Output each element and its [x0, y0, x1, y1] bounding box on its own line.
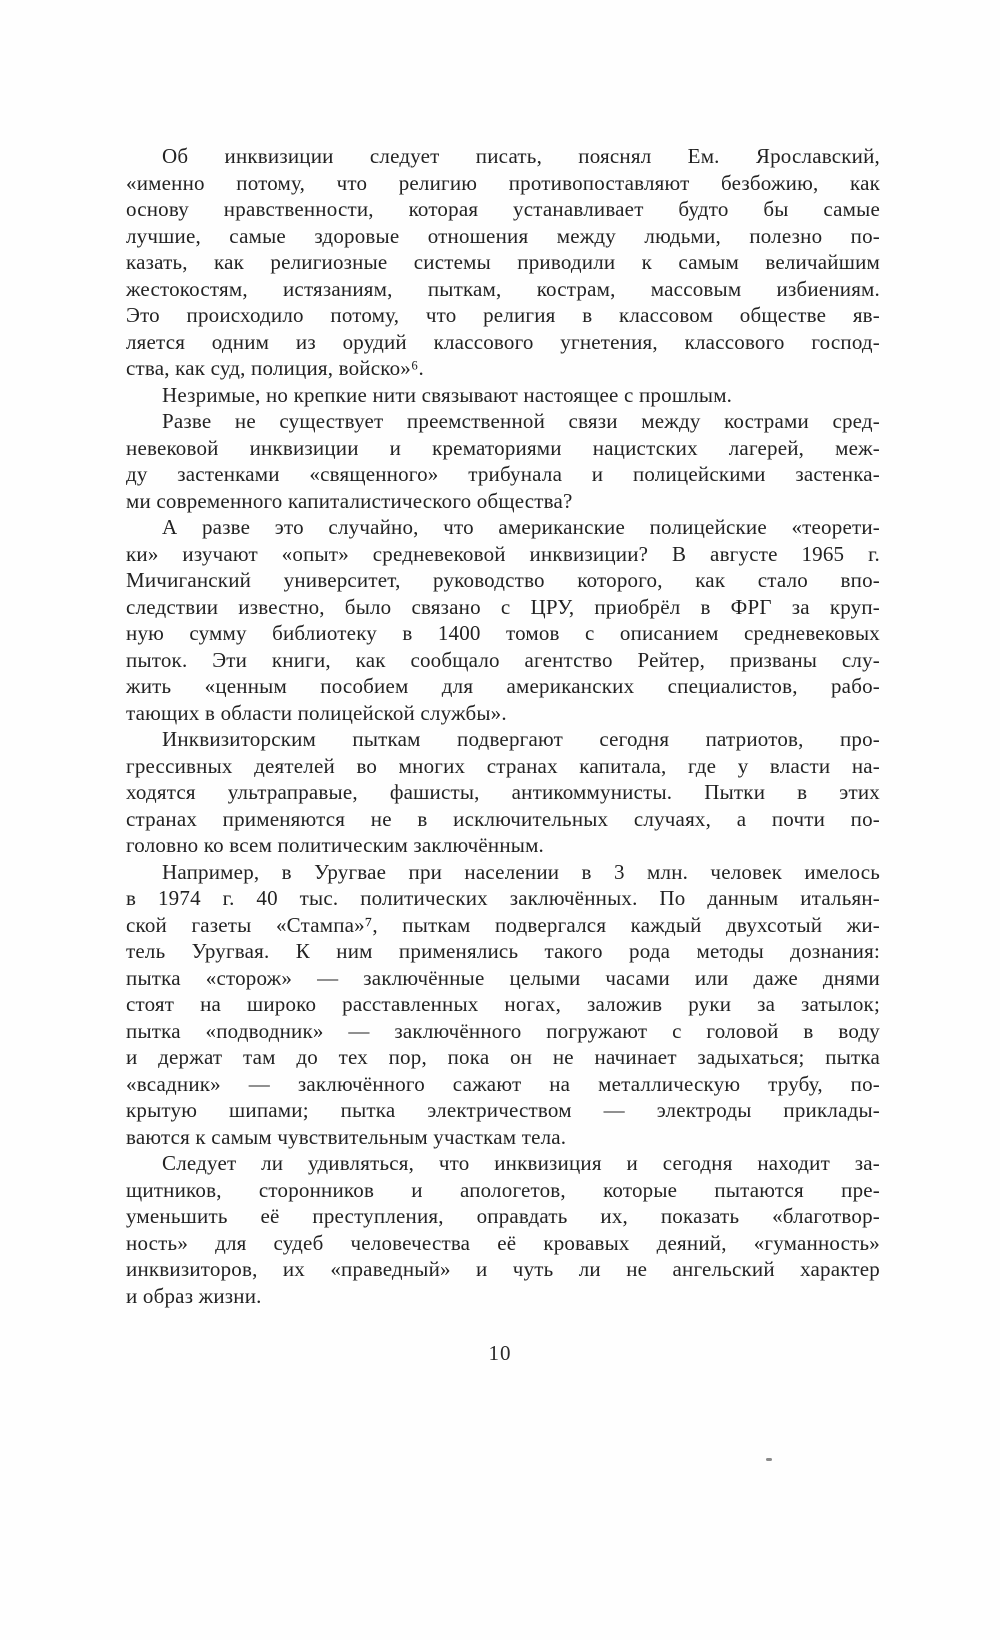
paragraph	[126, 726, 880, 859]
text-line: жестокостям, истязаниям, пыткам, кострам, массовым избиениям.	[126, 276, 880, 301]
scan-artifact-icon	[766, 1458, 772, 1461]
text-line: Это происходило потому, что религия в классовом обществе яв-	[126, 303, 880, 327]
text-line: ду застенками «священного» трибунала и полицейскими застенка-	[126, 462, 880, 486]
text-line: щитников, сторонников и апологетов, которые пытаются пре-	[126, 1177, 880, 1202]
text-line: ходятся ультраправые, фашисты, антикоммунисты. Пытки в этих	[126, 780, 880, 804]
text-line: головно ко всем политическим заключённым.	[126, 833, 545, 857]
text-line: грессивных деятелей во многих странах капитала, где у власти на-	[126, 753, 880, 778]
text-line: пытка «подводник» — заключённого погружают с головой в воду	[126, 1018, 880, 1043]
text-line: тающих в области полицейской службы».	[126, 700, 507, 725]
text-line: ми современного капиталистического общества?	[126, 488, 573, 513]
text-line: уменьшить её преступления, оправдать их, показать «благотвор-	[126, 1204, 880, 1228]
text-line: и образ жизни.	[126, 1283, 262, 1308]
text-line: в 1974 г. 40 тыс. политических заключённых. По данным итальян-	[126, 886, 880, 910]
text-line: «всадник» — заключённого сажают на металлическую трубу, по-	[126, 1071, 880, 1096]
text-line: ской газеты «Стампа»⁷, пыткам подвергался каждый двухсотый жи-	[126, 912, 880, 937]
text-line: «именно потому, что религию противопоставляют безбожию, как	[126, 170, 880, 195]
text-line: тель Уругвая. К ним применялись такого рода методы дознания:	[126, 939, 880, 963]
paragraph	[126, 1150, 880, 1309]
text-line: стоят на широко расставленных ногах, заложив руки за затылок;	[126, 992, 880, 1016]
text-line: странах применяются не в исключительных случаях, а почти по-	[126, 806, 880, 831]
page-number: 10	[488, 1341, 512, 1365]
text-line: Например, в Уругвае при населении в 3 млн. человек имелось	[162, 859, 880, 884]
text-line: Инквизиторским пыткам подвергают сегодня патриотов, про-	[162, 727, 880, 751]
text-line: Разве не существует преемственной связи между кострами сред-	[162, 409, 880, 433]
paragraph	[126, 408, 880, 514]
text-line: и держат там до тех пор, пока он не начинает задыхаться; пытка	[126, 1045, 880, 1069]
text-line: Следует ли удивляться, что инквизиция и сегодня находит за-	[162, 1151, 880, 1175]
text-line: Об инквизиции следует писать, пояснял Ем. Ярославский,	[162, 144, 880, 168]
paragraph	[126, 859, 880, 1151]
text-line: инквизиторов, их «праведный» и чуть ли не ангельский характер	[126, 1257, 880, 1281]
text-line: ваются к самым чувствительным участкам тела.	[126, 1124, 567, 1149]
page-text	[126, 143, 880, 1309]
text-line: казать, как религиозные системы приводили к самым величайшим	[126, 250, 880, 274]
text-line: Мичиганский университет, руководство которого, как стало впо-	[126, 568, 880, 592]
text-line: ки» изучают «опыт» средневековой инквизиции? В августе 1965 г.	[126, 541, 880, 566]
text-line: пыток. Эти книги, как сообщало агентство Рейтер, призваны слу-	[126, 647, 880, 672]
text-line: ную сумму библиотеку в 1400 томов с описанием средневековых	[126, 621, 880, 645]
text-line: жить «ценным пособием для американских специалистов, рабо-	[126, 674, 880, 698]
text-line: А разве это случайно, что американские полицейские «теорети-	[162, 515, 880, 539]
text-line: ства, как суд, полиция, войско»⁶.	[126, 356, 424, 380]
text-line: Незримые, но крепкие нити связывают настоящее с прошлым.	[162, 382, 733, 407]
text-line: основу нравственности, которая устанавливает будто бы самые	[126, 197, 880, 221]
text-line: крытую шипами; пытка электричеством — электроды приклады-	[126, 1098, 880, 1122]
text-line: лучшие, самые здоровые отношения между людьми, полезно по-	[126, 223, 880, 248]
text-line: ность» для судеб человечества её кровавых деяний, «гуманность»	[126, 1230, 880, 1255]
text-line: следствии известно, было связано с ЦРУ, приобрёл в ФРГ за круп-	[126, 594, 880, 619]
paragraph	[126, 514, 880, 726]
text-line: пытка «сторож» — заключённые целыми часами или даже днями	[126, 965, 880, 990]
text-line: ляется одним из орудий классового угнетения, классового господ-	[126, 329, 880, 354]
text-line: невековой инквизиции и крематориями нацистских лагерей, меж-	[126, 435, 880, 460]
paragraph	[126, 143, 880, 382]
paragraph	[126, 382, 880, 409]
